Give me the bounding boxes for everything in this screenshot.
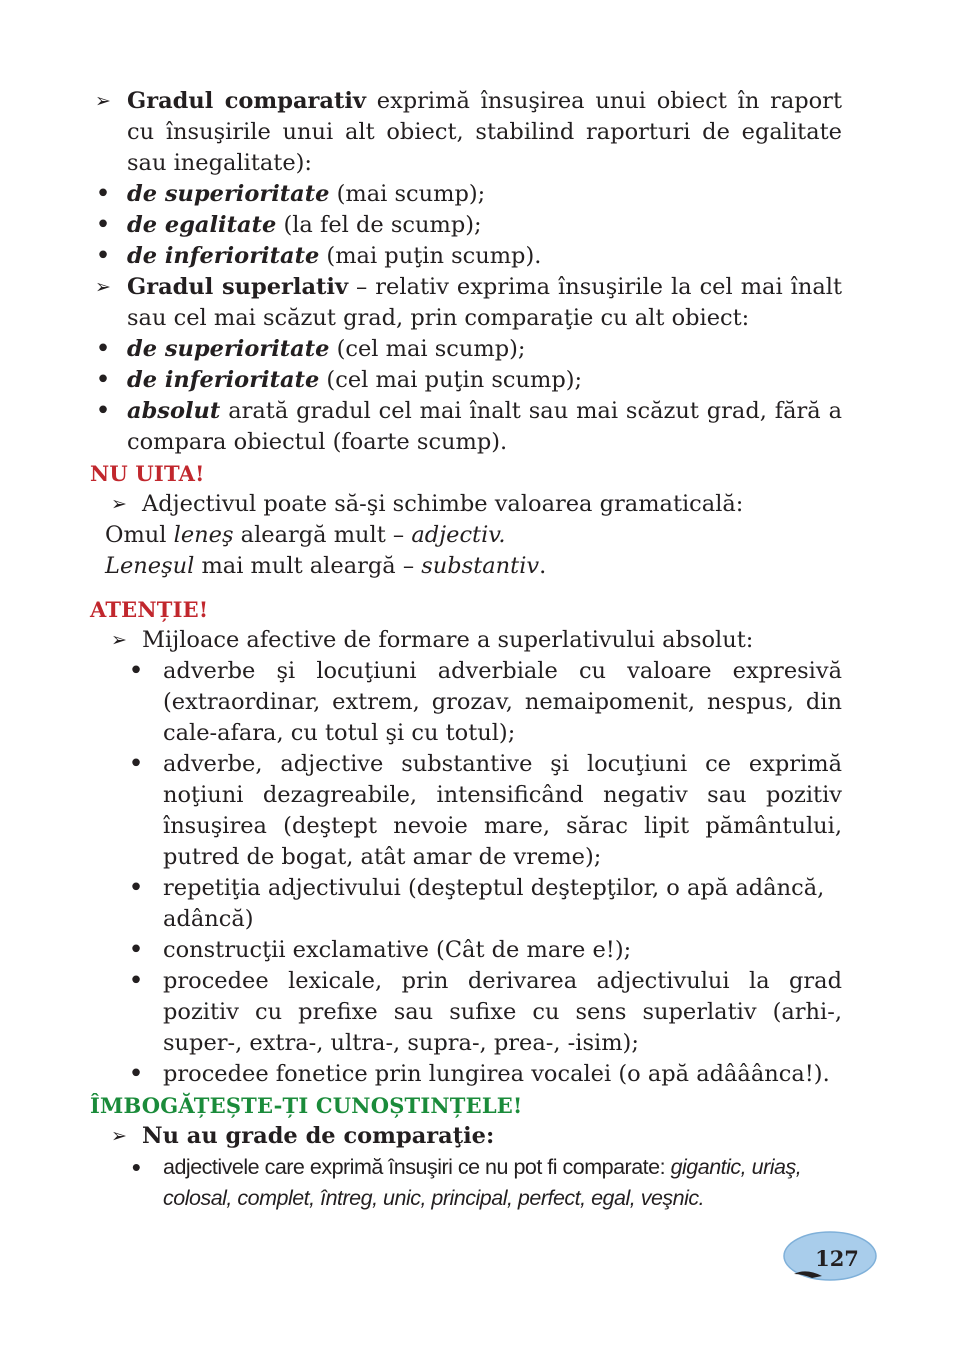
bullet-icon: • (128, 873, 144, 903)
point-text: Nu au grade de comparaţie: (142, 1123, 495, 1149)
list-item (90, 1059, 842, 1090)
bullet-icon: • (128, 749, 144, 779)
term: de egalitate (127, 212, 277, 238)
bullet-icon: • (95, 396, 111, 426)
list-item (90, 365, 842, 396)
imbogateste-point (90, 1121, 842, 1152)
term: absolut (127, 398, 221, 424)
item-examples: gigantic, uriaş, colosal, complet, întreg, unic, principal, perfect, egal, veşnic. (163, 1155, 802, 1210)
item-text: procedee lexicale, prin derivarea adjectivului la grad pozitiv cu prefixe sau sufixe cu sens superlativ (arhi-, super-, extra-, ultra-, supra-, prea-, -isim); (163, 968, 842, 1056)
example: (mai puţin scump). (319, 243, 542, 269)
example-word: Leneşul (105, 553, 195, 579)
example: (cel mai puţin scump); (319, 367, 583, 393)
arrow-bullet-icon: ➢ (95, 276, 111, 298)
list-item (90, 749, 842, 873)
list-item (90, 966, 842, 1059)
example-line (90, 520, 842, 551)
page-number-badge (782, 1230, 878, 1286)
list-item (90, 241, 842, 272)
list-item (90, 210, 842, 241)
item-text: adverbe şi locuţiuni adverbiale cu valoare expresivă (extraordinar, extrem, grozav, nemaipomenit, nespus, din cale-afara, cu totul şi cu totul); (163, 658, 842, 746)
definition: – relativ exprima însuşirile la cel mai înalt sau cel mai scăzut grad, prin comparaţie cu alt obiect: (127, 274, 842, 331)
comparativ-point (90, 86, 842, 179)
nu-uita-point (90, 489, 842, 520)
arrow-bullet-icon: ➢ (111, 629, 127, 651)
bullet-icon: • (128, 935, 144, 965)
term: de inferioritate (127, 243, 320, 269)
superlativ-point (90, 272, 842, 334)
example-category: adjectiv. (411, 522, 506, 548)
bullet-icon: • (95, 365, 111, 395)
nu-uita-heading: NU UITA! (90, 461, 205, 486)
item-text: procedee fonetice prin lungirea vocalei (o apă adââânca!). (163, 1061, 830, 1087)
page-number: 127 (815, 1246, 859, 1271)
arrow-bullet-icon: ➢ (95, 90, 111, 112)
bullet-icon: • (131, 1152, 141, 1182)
example-word: leneş (173, 522, 234, 548)
term: Gradul superlativ (127, 274, 349, 300)
list-item (90, 179, 842, 210)
definition: exprimă însuşirea unui obiect în raport cu însuşirile unui alt obiect, stabilind raporturi de egalitate sau inegalitate): (127, 88, 842, 176)
term: de superioritate (127, 181, 330, 207)
bullet-icon: • (95, 179, 111, 209)
list-item (90, 935, 842, 966)
arrow-bullet-icon: ➢ (111, 1125, 127, 1147)
term: de inferioritate (127, 367, 320, 393)
term: de superioritate (127, 336, 330, 362)
list-item (90, 1152, 842, 1214)
point-text: Mijloace afective de formare a superlativului absolut: (142, 627, 754, 653)
item-text: repetiţia adjectivului (deşteptul deştepţilor, o apă adâncă, adâncă) (163, 875, 825, 932)
example-category: substantiv (421, 553, 540, 579)
example: (la fel de scump); (276, 212, 482, 238)
atentie-heading: ATENȚIE! (90, 597, 209, 622)
list-item (90, 873, 842, 935)
bullet-icon: • (128, 1059, 144, 1089)
list-item (90, 334, 842, 365)
example-text: mai mult aleargă – (194, 553, 422, 579)
bullet-icon: • (128, 966, 144, 996)
bullet-icon: • (95, 241, 111, 271)
bullet-icon: • (95, 334, 111, 364)
example-text: aleargă mult – (233, 522, 412, 548)
example: (cel mai scump); (329, 336, 526, 362)
example: (mai scump); (329, 181, 486, 207)
bullet-icon: • (128, 656, 144, 686)
list-item (90, 656, 842, 749)
example-line (90, 551, 842, 582)
example-text: Omul (105, 522, 174, 548)
list-item (90, 396, 842, 458)
item-text: adjectivele care exprimă însuşiri ce nu pot fi comparate: (163, 1155, 671, 1179)
atentie-point (90, 625, 842, 656)
page-content (90, 86, 842, 1214)
term: Gradul comparativ (127, 88, 366, 114)
bullet-icon: • (95, 210, 111, 240)
example-text: . (539, 553, 547, 579)
item-text: adverbe, adjective substantive şi locuţiuni ce exprimă noţiuni dezagreabile, intensificând negativ sau pozitiv însuşirea (deştept nevoie mare, sărac lipit pământului, putred de bogat, atât amar de vreme); (163, 751, 842, 870)
imbogateste-heading: ÎMBOGĂȚEȘTE-ȚI CUNOȘTINȚELE! (90, 1093, 523, 1118)
item-text: construcţii exclamative (Cât de mare e!); (163, 937, 632, 963)
point-text: Adjectivul poate să-şi schimbe valoarea gramaticală: (142, 491, 744, 517)
arrow-bullet-icon: ➢ (111, 493, 127, 515)
example: arată gradul cel mai înalt sau mai scăzut grad, fără a compara obiectul (foarte scump). (127, 398, 842, 455)
